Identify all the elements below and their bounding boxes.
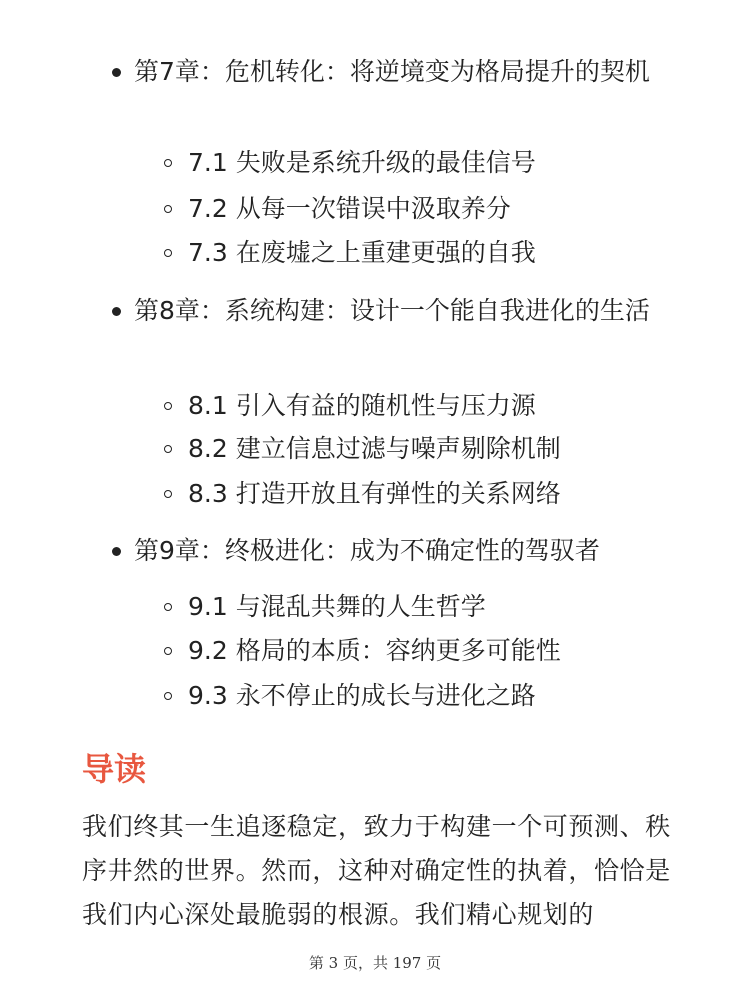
toc-section: [188, 389, 708, 423]
intro-paragraph: 我们终其一生追逐稳定，致力于构建一个可预测、秩序井然的世界。然而，这种对确定性的执着，恰恰是我们内心深处最脆弱的根源。我们精心规划的: [82, 812, 671, 929]
toc-section: [188, 432, 708, 466]
toc-section: [188, 477, 708, 511]
toc-chapter-7: [134, 53, 674, 91]
hollow-bullet-icon: [164, 402, 172, 410]
hollow-bullet-icon: [164, 603, 172, 611]
toc-section: [188, 192, 708, 226]
hollow-bullet-icon: [164, 205, 172, 213]
section-title: 9.1 与混乱共舞的人生哲学: [188, 592, 486, 621]
section-title: 7.2 从每一次错误中汲取养分: [188, 194, 511, 223]
hollow-bullet-icon: [164, 445, 172, 453]
section-title: 7.1 失败是系统升级的最佳信号: [188, 148, 536, 177]
toc-section: [188, 590, 708, 624]
hollow-bullet-icon: [164, 159, 172, 167]
toc-chapter-8: [134, 292, 674, 330]
bullet-icon: [112, 547, 121, 556]
chapter-title: 第7章：危机转化：将逆境变为格局提升的契机: [134, 57, 650, 86]
bullet-icon: [112, 68, 121, 77]
toc-section: [188, 679, 708, 713]
chapter-title: 第9章：终极进化：成为不确定性的驾驭者: [134, 536, 600, 565]
toc-section: [188, 634, 708, 668]
section-heading: 导读: [82, 750, 147, 788]
toc-section: [188, 146, 708, 180]
bullet-icon: [112, 307, 121, 316]
section-title: 7.3 在废墟之上重建更强的自我: [188, 238, 536, 267]
section-title: 8.2 建立信息过滤与噪声剔除机制: [188, 434, 561, 463]
hollow-bullet-icon: [164, 692, 172, 700]
section-title: 9.2 格局的本质：容纳更多可能性: [188, 636, 561, 665]
hollow-bullet-icon: [164, 490, 172, 498]
hollow-bullet-icon: [164, 249, 172, 257]
section-title: 8.3 打造开放且有弹性的关系网络: [188, 479, 561, 508]
toc-chapter-9: [134, 532, 674, 570]
page-number: 第 3 页，共 197 页: [308, 954, 442, 972]
section-title: 9.3 永不停止的成长与进化之路: [188, 681, 536, 710]
chapter-title: 第8章：系统构建：设计一个能自我进化的生活: [134, 296, 650, 325]
hollow-bullet-icon: [164, 647, 172, 655]
toc-section: [188, 236, 708, 270]
section-title: 8.1 引入有益的随机性与压力源: [188, 391, 536, 420]
